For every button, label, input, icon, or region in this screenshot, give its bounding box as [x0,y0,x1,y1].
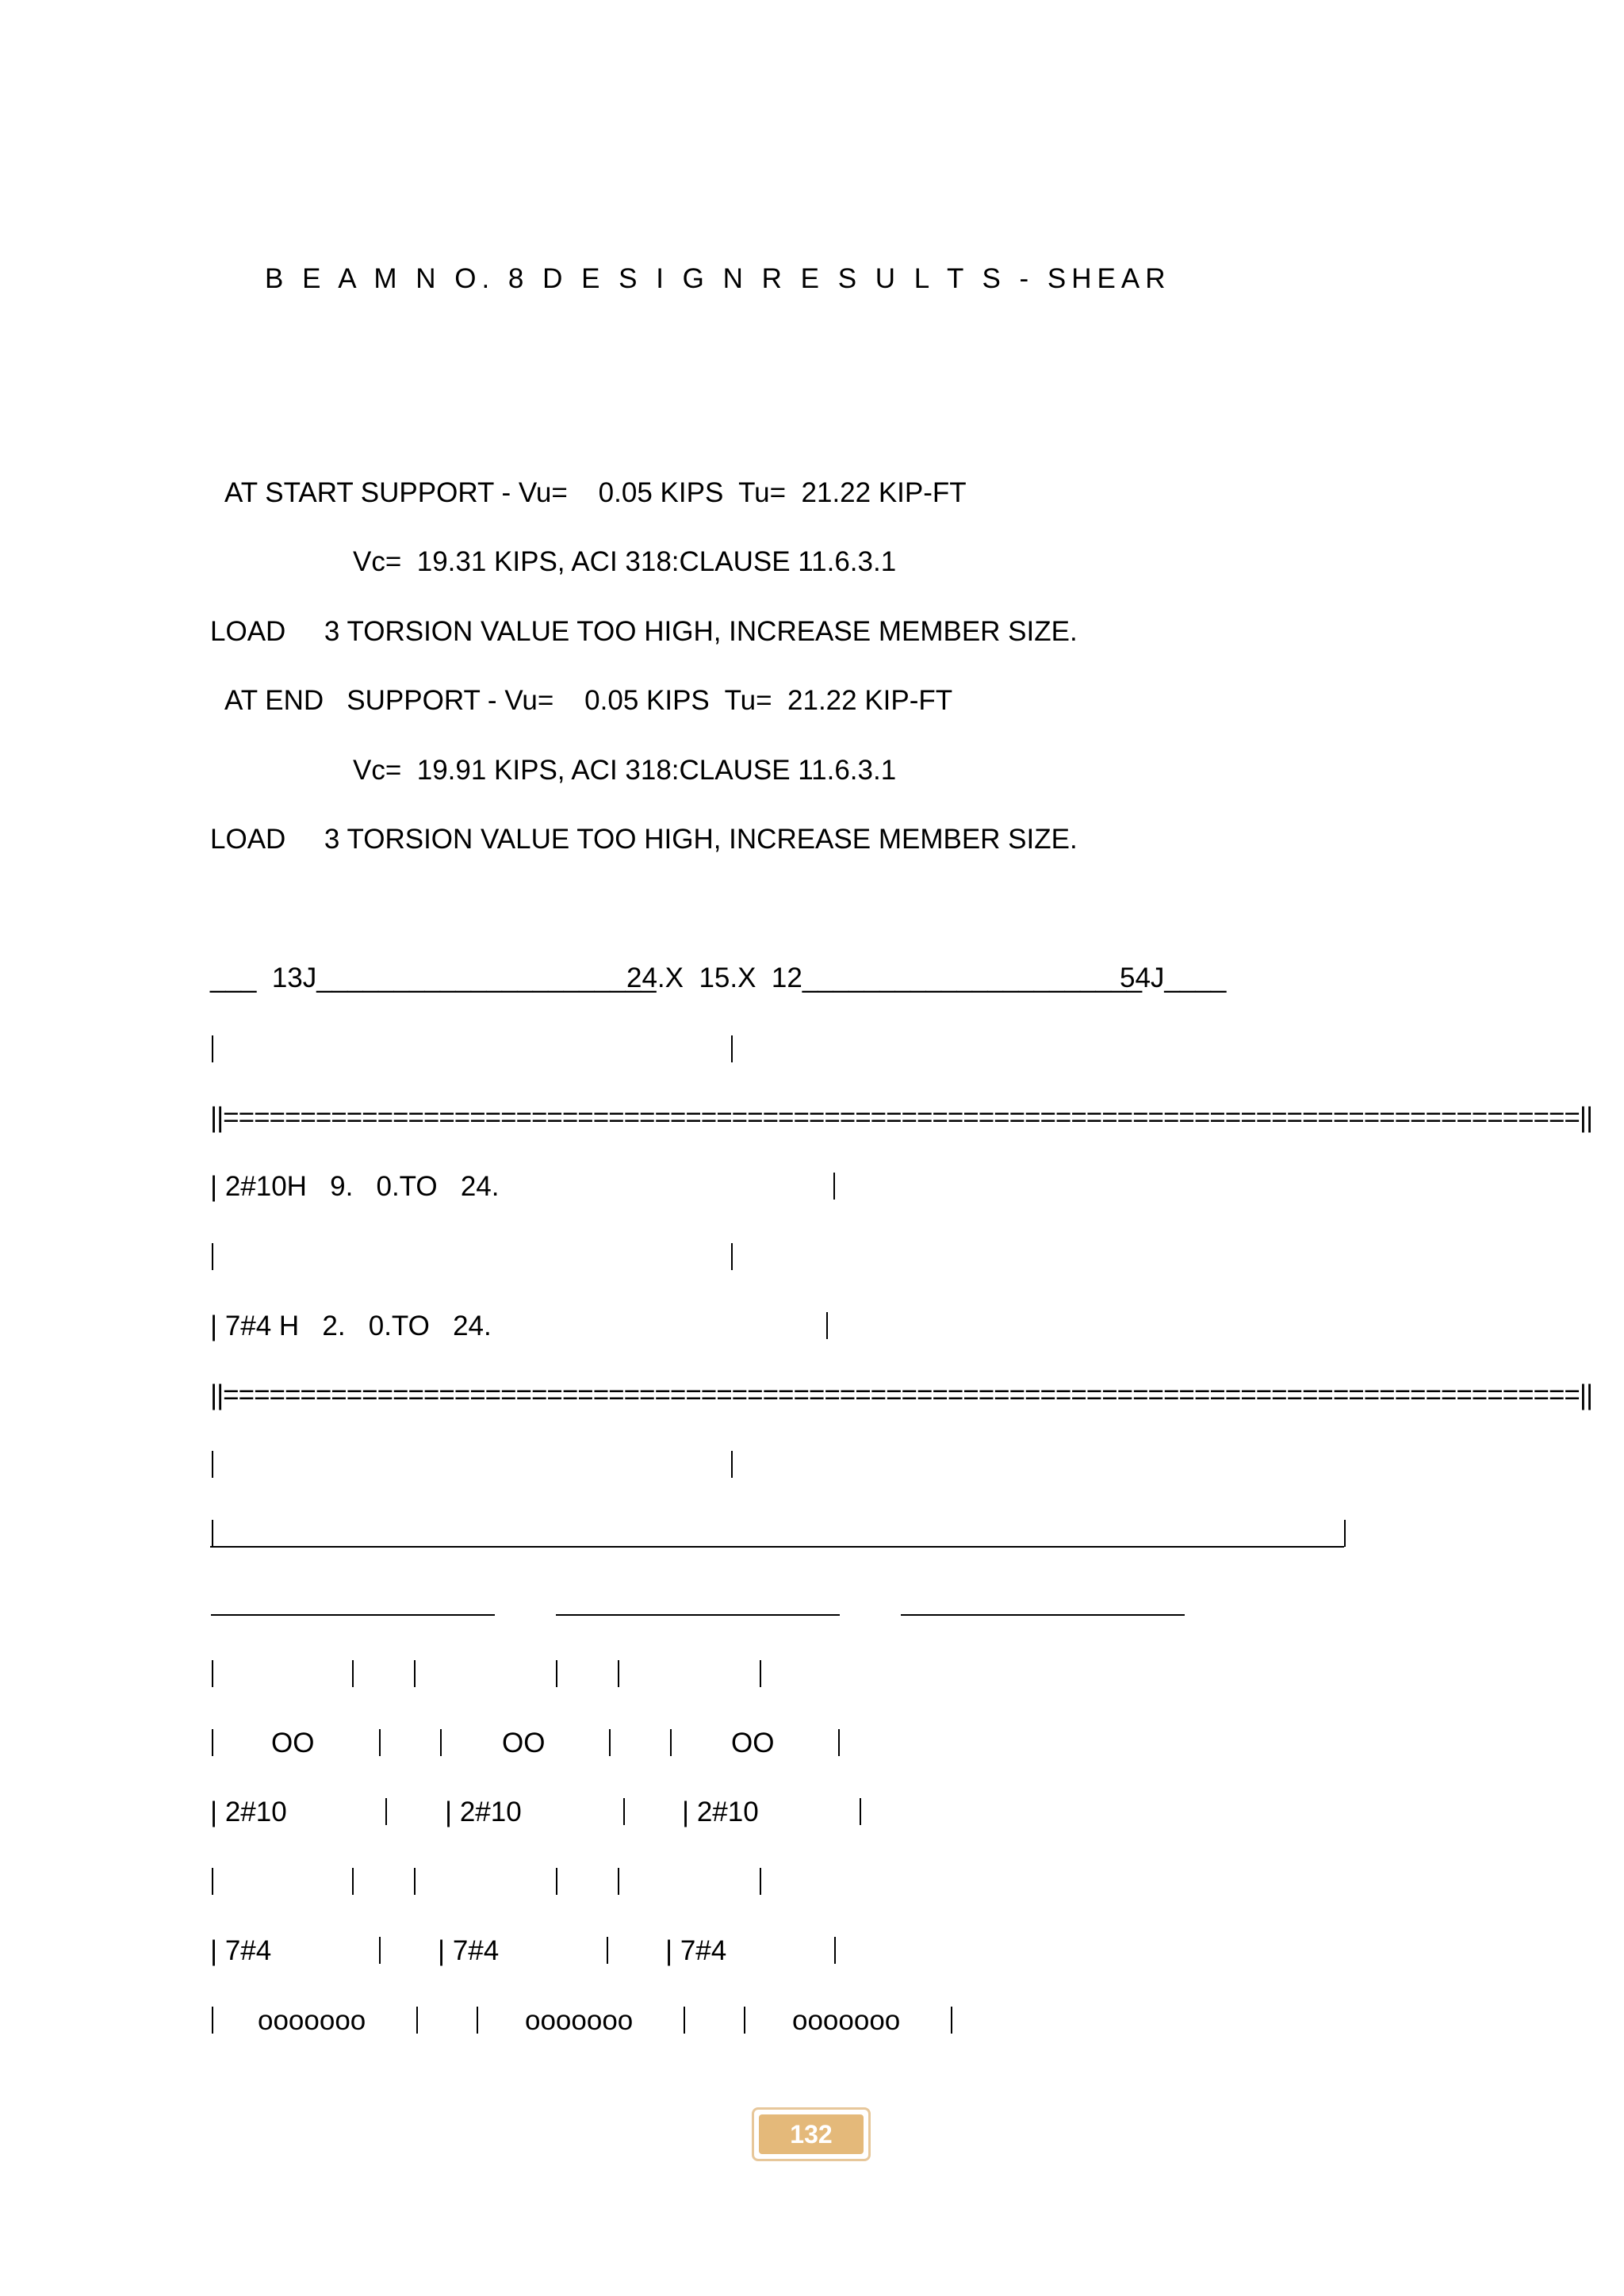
bottom-bar-callout: | 7#4 H 2. 0.TO 24. [210,1311,492,1341]
s-bar [556,1868,557,1895]
beam-header-right: 54J____ [1120,962,1227,993]
s-bar [607,1937,608,1964]
bottom-double-rule: ||========================================================================================|| [210,1380,1593,1410]
s-bar [352,1660,354,1687]
s-bar [834,1937,836,1964]
s-bar [414,1660,416,1687]
s-bar [618,1868,619,1895]
start-vc-line: Vc= 19.31 KIPS, ACI 318:CLAUSE 11.6.3.1 [353,546,897,577]
beam-left-edge-3 [212,1451,213,1478]
s-bar [379,1729,381,1756]
s-bar [951,2007,952,2034]
s-bar [212,2007,213,2034]
section-1-top-bars-symbol: OO [271,1728,315,1758]
section-2-top-bars-label: | 2#10 [445,1797,522,1827]
s-bar [385,1798,387,1825]
s-bar [212,1660,213,1687]
s-bar [440,1729,442,1756]
beam-header-mid: 24.X 15.X 12______________________ [626,962,1143,993]
bottom-bar-callout-end [826,1312,828,1339]
s-bar [744,2007,745,2034]
s-bar [414,1868,416,1895]
s-bar [838,1729,840,1756]
section-3-top-bars-label: | 2#10 [682,1797,759,1827]
top-bar-callout-end [833,1173,835,1200]
section-2-bottom-bars-label: | 7#4 [438,1935,500,1966]
section-2-bottom-bars-symbol: ooooooo [525,2005,634,2036]
s-bar [212,1729,213,1756]
s-bar [609,1729,611,1756]
start-support-line: AT START SUPPORT - Vu= 0.05 KIPS Tu= 21.22 KIP-FT [224,477,967,508]
s-bar [760,1868,761,1895]
s-bar [379,1937,381,1964]
end-support-line: AT END SUPPORT - Vu= 0.05 KIPS Tu= 21.22 KIP-FT [224,685,953,716]
section-3-bottom-bars-label: | 7#4 [665,1935,727,1966]
section-3-top [901,1614,1185,1616]
s-bar [684,2007,685,2034]
load-warning-1: LOAD 3 TORSION VALUE TOO HIGH, INCREASE MEMBER SIZE. [210,616,1078,647]
s-bar [212,1868,213,1895]
section-2-top [556,1614,840,1616]
page-number-badge [752,2107,871,2161]
section-1-top [211,1614,495,1616]
top-bar-callout: | 2#10H 9. 0.TO 24. [210,1171,500,1202]
beam-bottom-right [1344,1520,1346,1547]
section-2-top-bars-symbol: OO [502,1728,546,1758]
end-vc-line: Vc= 19.91 KIPS, ACI 318:CLAUSE 11.6.3.1 [353,755,897,786]
beam-mid-mark-2 [731,1243,733,1270]
section-1-top-bars-label: | 2#10 [210,1797,287,1827]
beam-mid-mark [731,1035,733,1062]
s-bar [352,1868,354,1895]
beam-left-edge-2 [212,1243,213,1270]
beam-bottom-line [210,1546,1344,1548]
s-bar [860,1798,861,1825]
beam-header-left: ___ 13J______________________ [210,962,657,993]
page-title: B E A M N O. 8 D E S I G N R E S U L T S - SHEAR [265,263,1171,294]
beam-bottom-left [212,1520,213,1547]
s-bar [670,1729,672,1756]
s-bar [477,2007,478,2034]
section-1-bottom-bars-symbol: ooooooo [258,2005,366,2036]
s-bar [618,1660,619,1687]
s-bar [416,2007,418,2034]
page-number: 132 [759,2114,864,2154]
section-3-top-bars-symbol: OO [731,1728,775,1758]
load-warning-2: LOAD 3 TORSION VALUE TOO HIGH, INCREASE MEMBER SIZE. [210,824,1078,855]
top-double-rule: ||========================================================================================|| [210,1102,1593,1133]
s-bar [623,1798,625,1825]
s-bar [760,1660,761,1687]
s-bar [556,1660,557,1687]
section-1-bottom-bars-label: | 7#4 [210,1935,272,1966]
beam-mid-mark-3 [731,1451,733,1478]
section-3-bottom-bars-symbol: ooooooo [792,2005,901,2036]
beam-left-edge [212,1035,213,1062]
